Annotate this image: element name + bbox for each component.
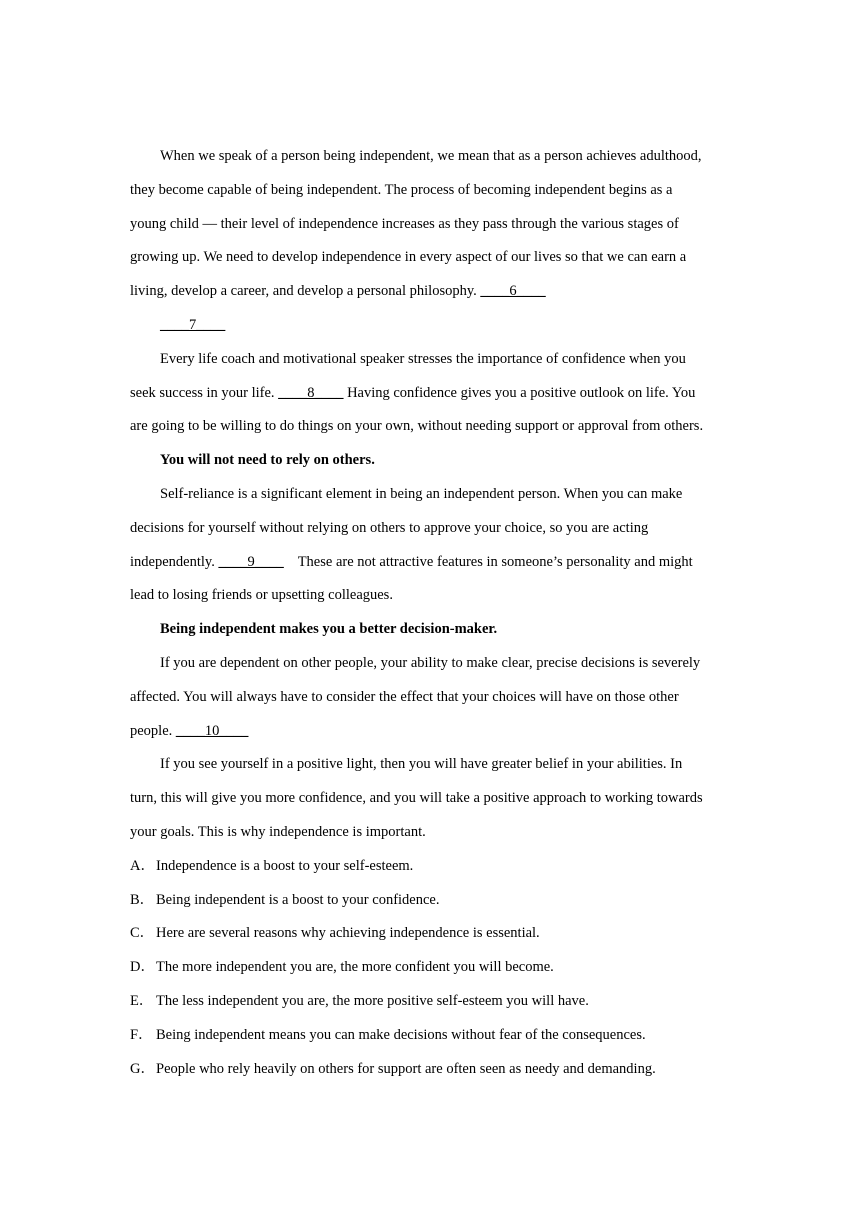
passage-line: growing up. We need to develop independence in every aspect of our lives so that we can earn a <box>130 249 687 266</box>
passage-line: turn, this will give you more confidence, and you will take a positive approach to working towards <box>130 790 703 807</box>
blank-7: ____7____ <box>160 316 226 333</box>
passage-line: Every life coach and motivational speaker stresses the importance of confidence when you <box>160 350 686 367</box>
blank-10: ____10____ <box>175 722 249 739</box>
document-page <box>130 140 730 1086</box>
passage-line: When we speak of a person being independent, we mean that as a person achieves adulthood, <box>160 148 702 164</box>
option-d: D．The more independent you are, the more confident you will become. <box>130 959 554 976</box>
blank-9: ____9____ <box>218 553 284 570</box>
option-e: E． The less independent you are, the more positive self-esteem you will have. <box>130 992 589 1009</box>
passage-line: are going to be willing to do things on your own, without needing support or approval from others. <box>130 418 704 435</box>
passage-line: If you are dependent on other people, your ability to make clear, precise decisions is severely <box>160 654 701 671</box>
options-list <box>130 850 730 1087</box>
passage-line: Self-reliance is a significant element in being an independent person. When you can make <box>160 485 683 502</box>
passage-line: they become capable of being independent. The process of becoming independent begins as a <box>130 181 673 198</box>
passage-line: living, develop a career, and develop a personal philosophy. ____6____ <box>130 283 546 300</box>
option-c: C． Here are several reasons why achieving independence is essential. <box>130 925 540 942</box>
passage-line: seek success in your life. ____8____ Having confidence gives you a positive outlook on life. You <box>130 384 696 401</box>
blank-6: ____6____ <box>480 283 546 300</box>
passage-line: people. ____10____ <box>130 722 249 739</box>
passage-line <box>130 309 730 343</box>
option-a: A．Independence is a boost to your self-esteem. <box>130 857 414 874</box>
passage-line: young child — their level of independence increases as they pass through the various stages of <box>130 215 679 232</box>
passage-line: If you see yourself in a positive light, then you will have greater belief in your abilities. In <box>160 756 683 773</box>
passage-line: decisions for yourself without relying on others to approve your choice, so you are acting <box>130 519 649 536</box>
section-heading: Being independent makes you a better decision-maker. <box>160 621 498 638</box>
blank-8: ____8____ <box>278 384 344 401</box>
section-heading: You will not need to rely on others. <box>160 452 375 469</box>
passage-line: affected. You will always have to consider the effect that your choices will have on those other <box>130 688 679 705</box>
passage-line: independently. ____9____ These are not attractive features in someone’s personality and might <box>130 553 693 570</box>
passage-line: lead to losing friends or upsetting colleagues. <box>130 587 393 604</box>
option-b: B． Being independent is a boost to your confidence. <box>130 891 440 908</box>
option-f: F． Being independent means you can make decisions without fear of the consequences. <box>130 1026 646 1043</box>
option-g: G．People who rely heavily on others for support are often seen as needy and demanding. <box>130 1060 656 1077</box>
passage-line: your goals. This is why independence is important. <box>130 823 426 840</box>
